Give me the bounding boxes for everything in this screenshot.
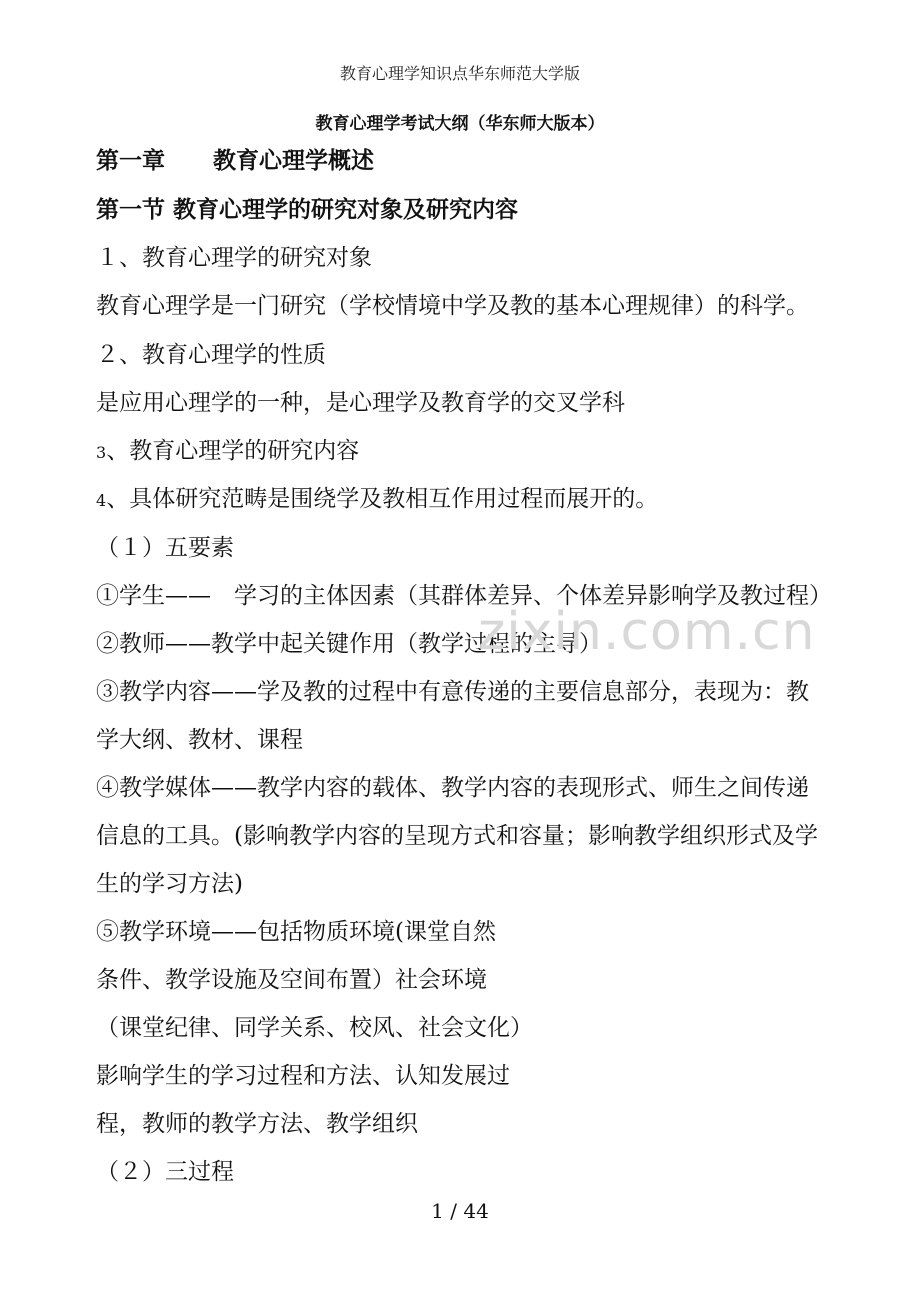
item-number: 4 [96, 491, 107, 510]
paragraph-line: 信息的工具。(影响教学内容的呈现方式和容量；影响教学组织形式及学 [96, 823, 818, 849]
item-text: 、具体研究范畴是围绕学及教相互作用过程而展开的。 [106, 486, 659, 512]
running-header: 教育心理学知识点华东师范大学版 [339, 64, 580, 83]
paragraph-line: 学大纲、教材、课程 [96, 727, 303, 753]
paragraph-line: ③教学内容——学及教的过程中有意传递的主要信息部分，表现为：教 [96, 679, 809, 705]
page-number: 1 / 44 [431, 1199, 489, 1223]
paragraph-line: 生的学习方法) [96, 871, 243, 897]
paragraph-line: ①学生—— 学习的主体因素（其群体差异、个体差异影响学及教过程） [96, 583, 832, 609]
paragraph-line: 程，教师的教学方法、教学组织 [96, 1111, 418, 1137]
paragraph-line: ２、教育心理学的性质 [96, 342, 326, 368]
chapter-title: 教育心理学概述 [213, 147, 374, 174]
section-heading: 第一节 教育心理学的研究对象及研究内容 [96, 196, 519, 223]
paragraph-line: ④教学媒体——教学内容的载体、教学内容的表现形式、师生之间传递 [96, 775, 809, 801]
paragraph-line: 教育心理学是一门研究（学校情境中学及教的基本心理规律）的科学。 [96, 293, 809, 319]
paragraph-line: 影响学生的学习过程和方法、认知发展过 [96, 1063, 510, 1089]
paragraph-line: ②教师——教学中起关键作用（教学过程的主导） [96, 631, 602, 657]
paragraph-line: （课堂纪律、同学关系、校风、社会文化） [96, 1015, 533, 1041]
item-number: 3 [96, 443, 107, 462]
paragraph-line: （２）三过程 [96, 1159, 234, 1185]
paragraph-line [96, 436, 359, 468]
paragraph-line: （１）五要素 [96, 535, 234, 561]
item-text: 、教育心理学的研究内容 [106, 438, 360, 464]
paragraph-line: ⑤教学环境——包括物质环境(课堂自然 [96, 919, 496, 945]
chapter-heading [96, 146, 374, 176]
paragraph-line: 条件、教学设施及空间布置）社会环境 [96, 967, 487, 993]
paragraph-line: １、教育心理学的研究对象 [96, 245, 372, 271]
paragraph-line: 是应用心理学的一种，是心理学及教育学的交叉学科 [96, 390, 625, 416]
document-title: 教育心理学考试大纲（华东师大版本） [315, 114, 605, 134]
paragraph-line [96, 484, 658, 516]
chapter-number: 第一章 [96, 147, 165, 174]
watermark: zixin.com.cn [478, 602, 816, 662]
